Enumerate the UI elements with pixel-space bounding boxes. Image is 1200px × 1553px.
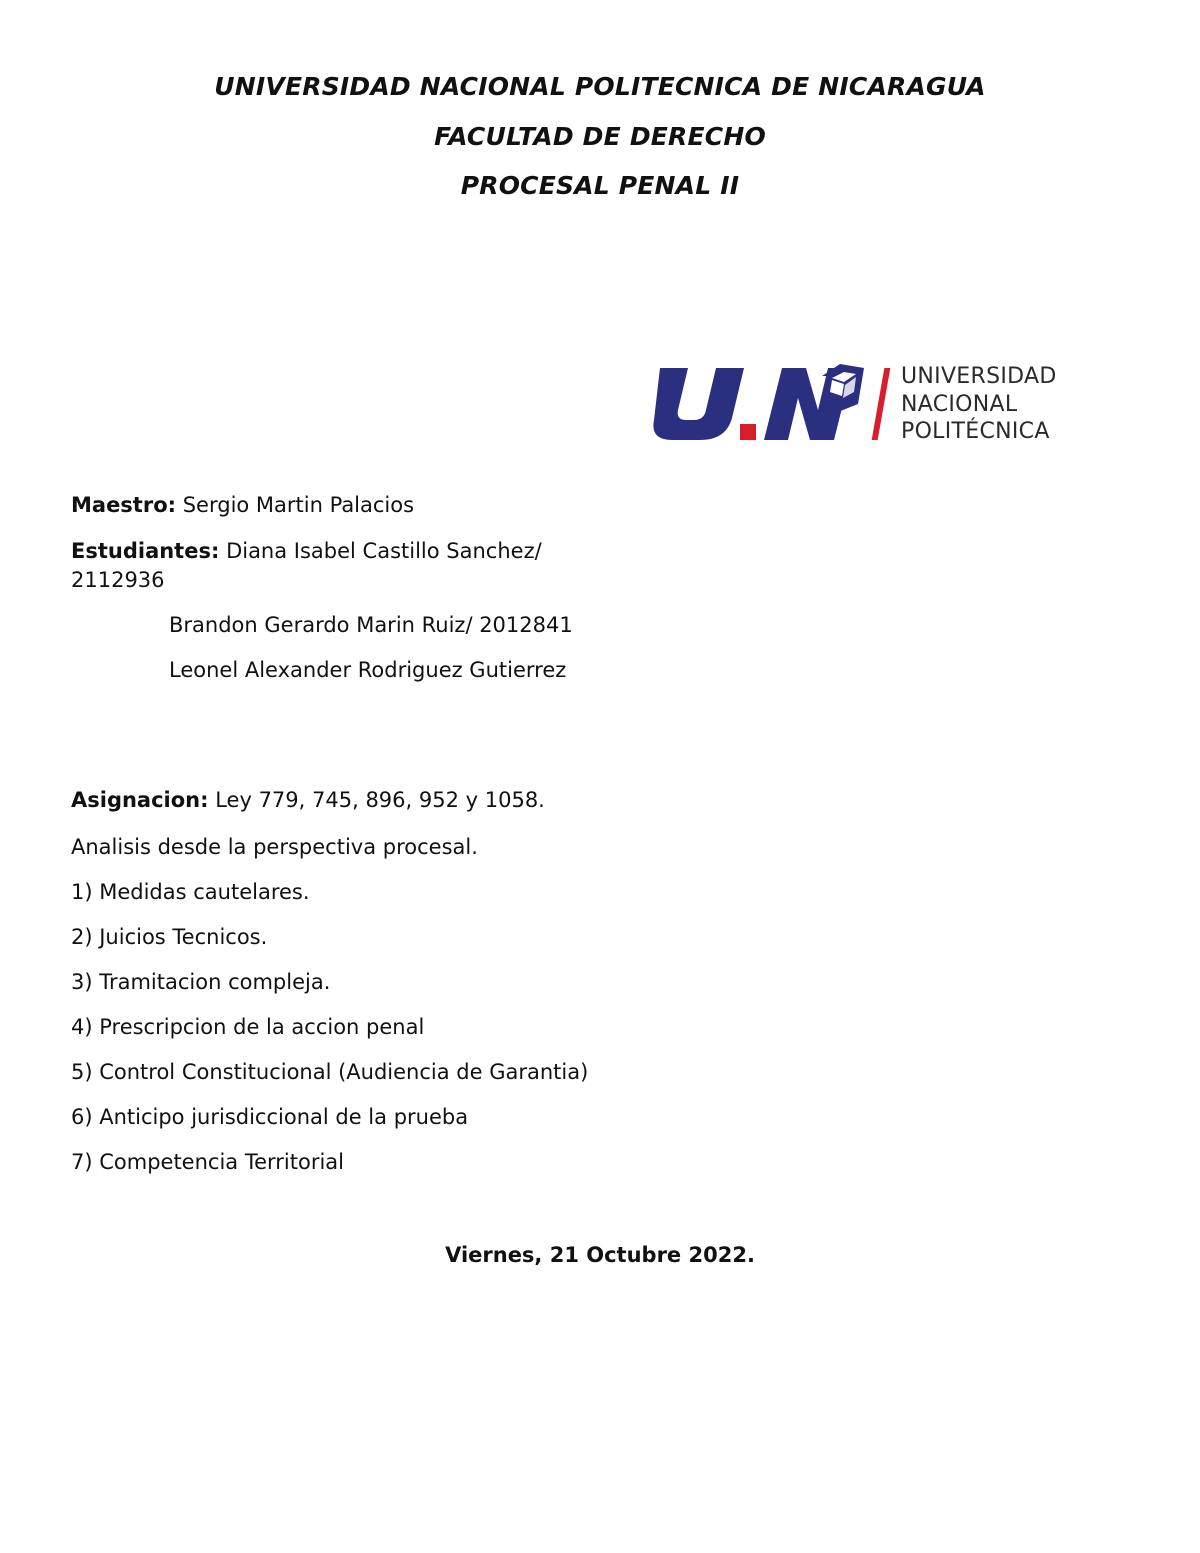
list-item: 1) Medidas cautelares. [71,880,310,904]
logo-text-line-3: POLITÉCNICA [901,419,1050,444]
university-title: UNIVERSIDAD NACIONAL POLITECNICA DE NICARAGUA [214,72,986,101]
students-label: Estudiantes: [71,539,220,563]
list-item: 3) Tramitacion compleja. [71,970,331,994]
assignment-label: Asignacion: [71,788,209,812]
list-item: 2) Juicios Tecnicos. [71,925,268,949]
teacher-label: Maestro: [71,493,177,517]
student-2: Brandon Gerardo Marin Ruiz/ 2012841 [169,613,573,637]
teacher-name: Sergio Martin Palacios [182,493,415,517]
faculty-title: FACULTAD DE DERECHO [434,122,766,151]
logo-text-line-2: NACIONAL [901,392,1018,417]
unp-logo-mark [652,358,867,446]
university-logo [652,358,1082,446]
assignment-line [71,788,545,813]
course-title: PROCESAL PENAL II [460,171,740,200]
students-line [71,539,542,564]
logo-text-line-1: UNIVERSIDAD [901,364,1057,389]
student-1-name: Diana Isabel Castillo Sanchez/ [226,539,542,563]
logo-divider [872,368,891,440]
list-item: 4) Prescripcion de la accion penal [71,1015,425,1039]
student-1-id: 2112936 [71,568,165,592]
teacher-line [71,493,414,518]
list-item: 5) Control Constitucional (Audiencia de Garantia) [71,1060,589,1084]
assignment-laws: Ley 779, 745, 896, 952 y 1058. [215,788,545,812]
student-3: Leonel Alexander Rodriguez Gutierrez [169,658,567,682]
document-date: Viernes, 21 Octubre 2022. [445,1243,755,1267]
assignment-intro: Analisis desde la perspectiva procesal. [71,835,478,859]
list-item: 6) Anticipo jurisdiccional de la prueba [71,1105,469,1129]
list-item: 7) Competencia Territorial [71,1150,344,1174]
